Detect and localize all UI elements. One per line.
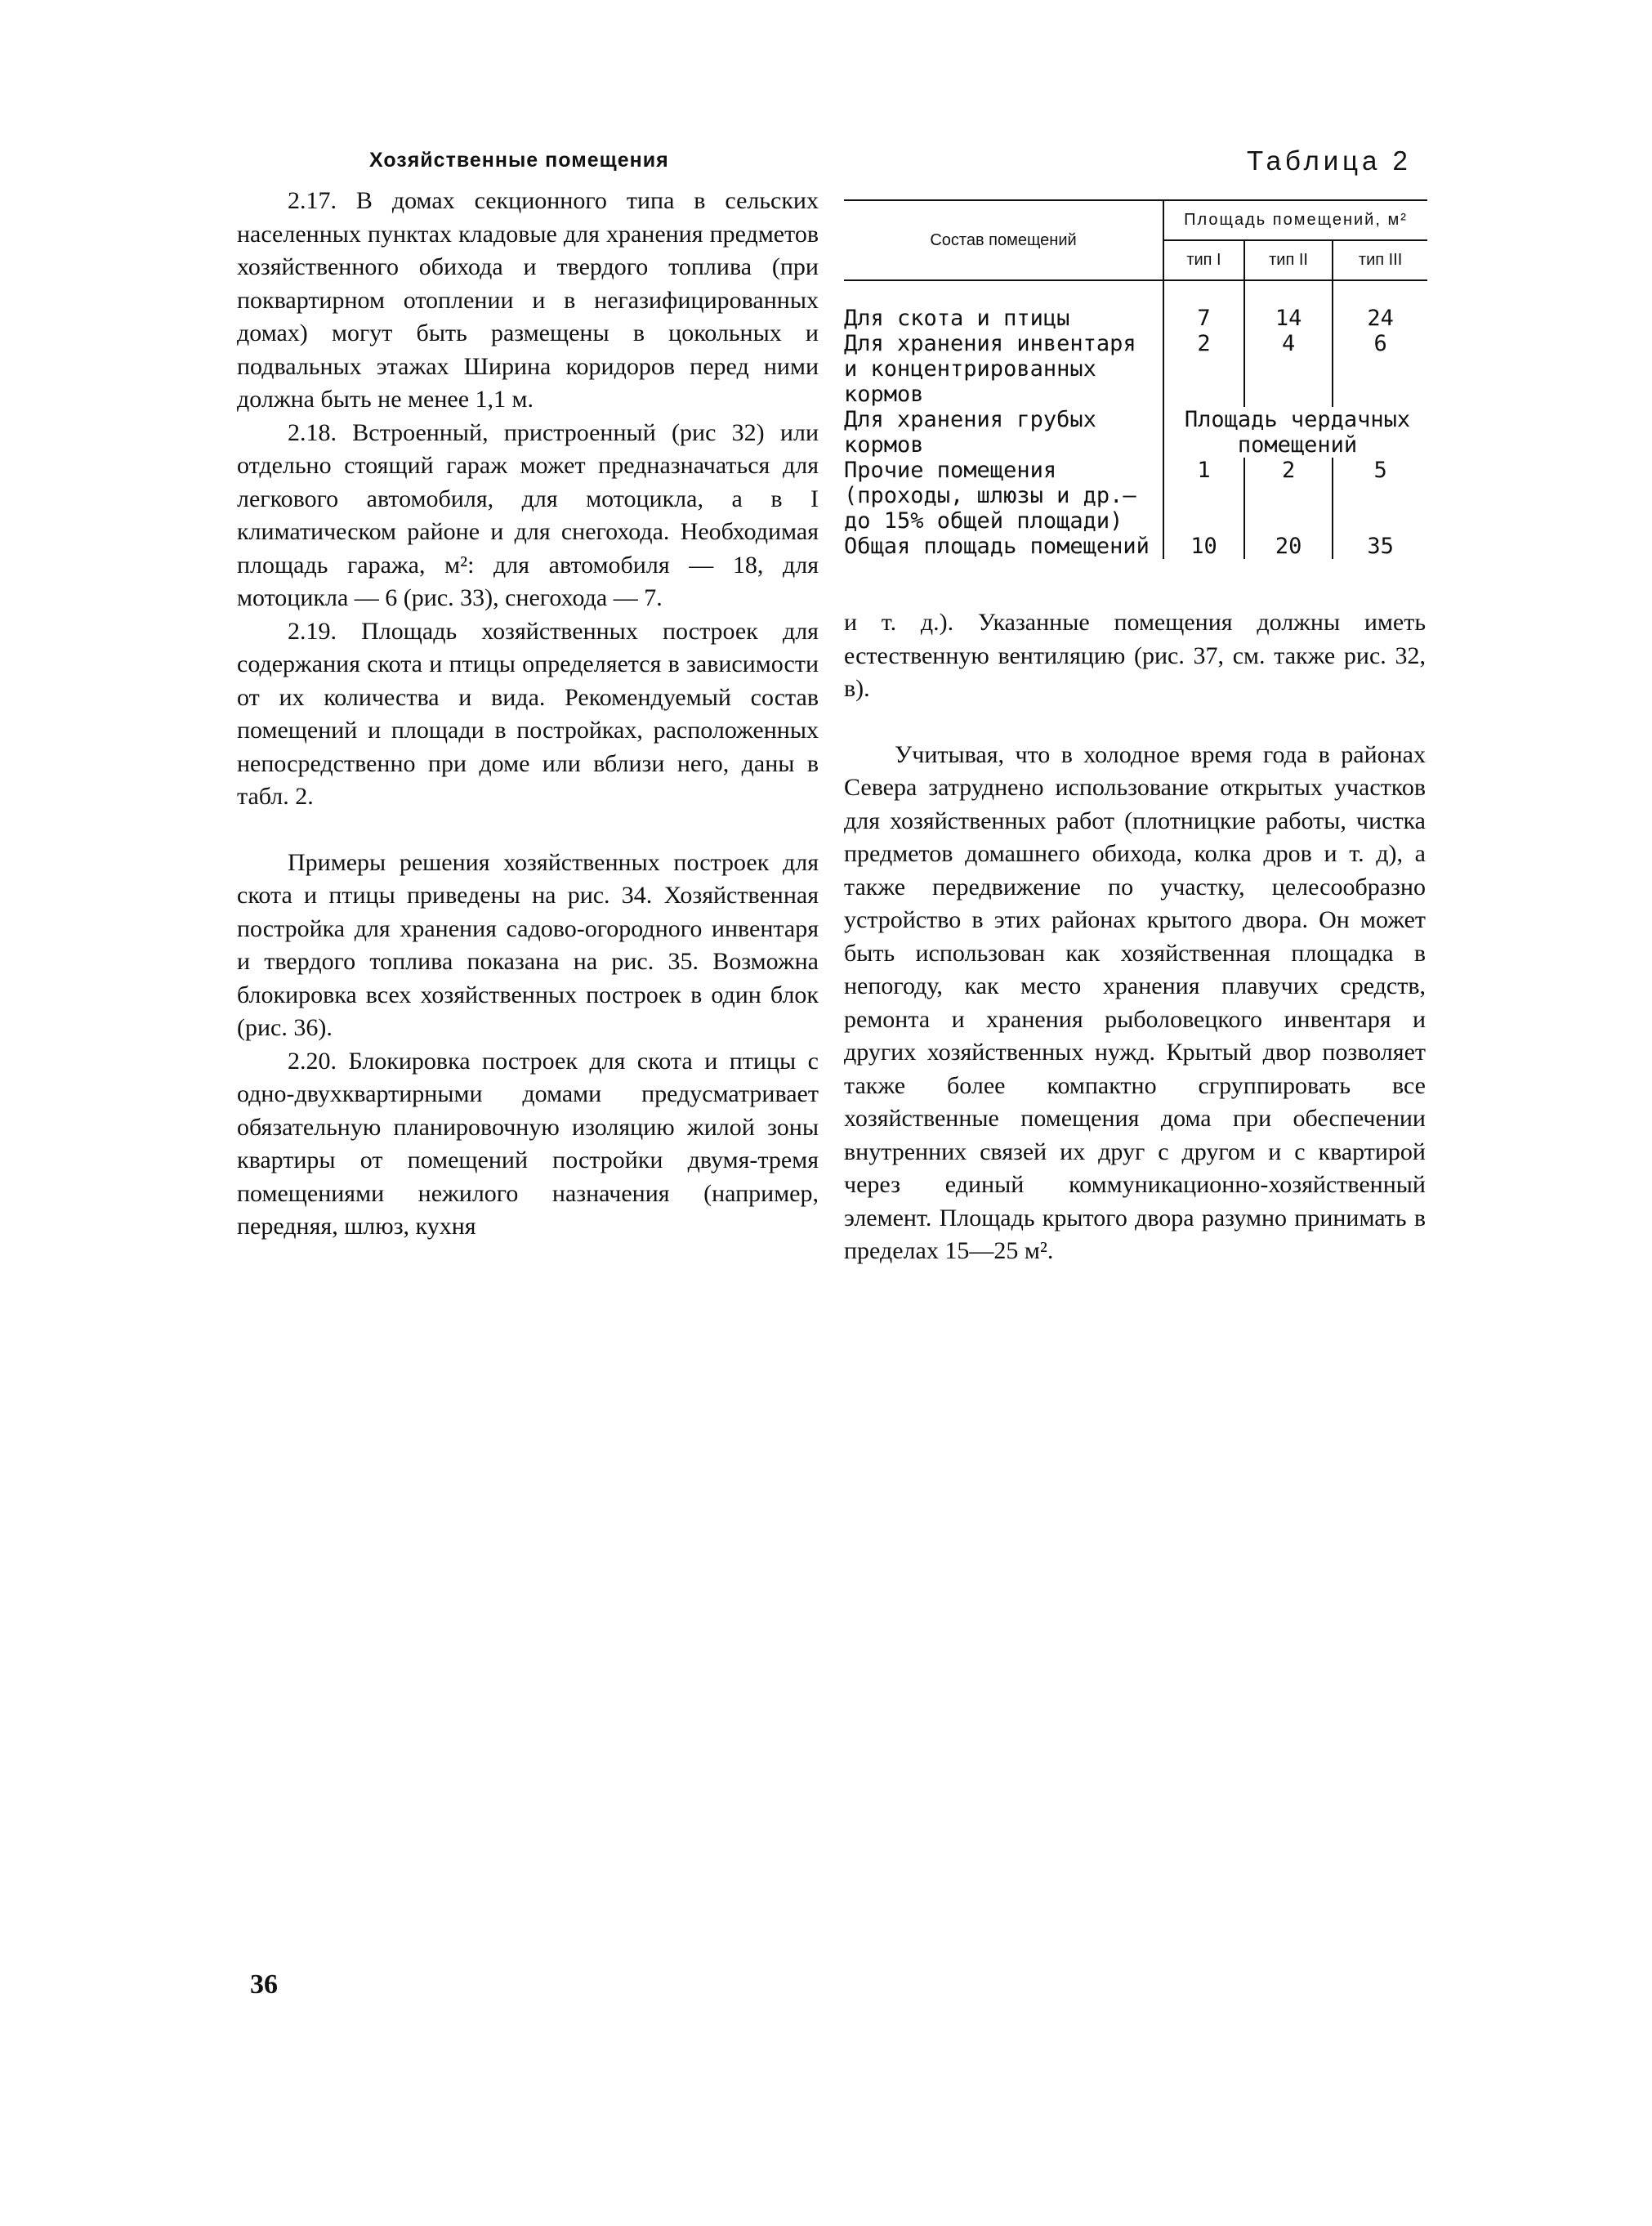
table-row	[844, 534, 1427, 559]
cell-span-attic: Площадь чердачных помещений	[1184, 407, 1411, 458]
header-type-2: тип II	[1244, 240, 1333, 280]
paragraph-covered-yard: Учитывая, что в холодное время года в районах Севера затруднено использование открытых участков для хозяйственных работ (плотницкие работы, чистка предметов домашнего обихода, колка дров и т. д), а также передвижение по участку, целесообразно устройство в этих районах крытого двора. Он может быть использован как хозяйственная площадка в непогоду, как место хранения плавучих средств, ремонта и хранения рыболовецкого инвентаря и других хозяйственных нужд. Крытый двор позволяет также более компактно сгруппировать все хозяйственные помещения дома при обеспечении внутренних связей их друг с другом и с квартирой через единый коммуникационно-хозяйственный элемент. Площадь крытого двора разумно принимать в пределах 15—25 м².	[844, 740, 1426, 1264]
paragraph-2-18: 2.18. Встроенный, пристроенный (рис 32) или отдельно стоящий гараж может предназначаться для легкового автомобиля, для мотоцикла, а в I климатическом районе и для снегохода. Необходимая площадь гаража, м²: для автомобиля — 18, для мотоцикла — 6 (рис. 33), снегохода — 7.	[237, 418, 819, 611]
right-column	[844, 606, 1426, 1268]
table-row	[844, 280, 1427, 331]
table-header-row	[844, 200, 1427, 240]
paragraph-continuation: и т. д.). Указанные помещения должны иметь естественную вентиляцию (рис. 37, см. также рис. 32, в).	[844, 609, 1426, 702]
cell-type-3: 6	[1373, 331, 1387, 356]
left-column	[237, 185, 819, 1244]
table-row	[844, 331, 1427, 407]
cell-type-3: 5	[1373, 458, 1387, 483]
cell-type-2: 14	[1244, 280, 1333, 331]
cell-type-2: 2	[1244, 458, 1333, 534]
header-type-3: тип III	[1333, 240, 1427, 280]
paragraph-2-17: 2.17. В домах секционного типа в сельских населенных пунктах кладовые для хранения предметов хозяйственного обихода и твердого топлива (при поквартирном отоплении и в негазифицированных домах) могут быть размещены в цокольных и подвальных этажах Ширина коридоров перед ними должна быть не менее 1,1 м.	[237, 187, 819, 413]
section-heading: Хозяйственные помещения	[369, 149, 669, 172]
paragraph-examples: Примеры решения хозяйственных построек для скота и птицы приведены на рис. 34. Хозяйственная постройка для хранения садово-огородного инвентаря и твердого топлива показана на рис. 35. Возможна блокировка всех хозяйственных построек в один блок (рис. 36).	[237, 848, 819, 1041]
cell-type-1: 1	[1163, 458, 1244, 534]
row-name: Для хранения грубых кормов	[844, 407, 1163, 458]
rooms-area-table	[844, 199, 1427, 559]
row-name: Прочие помещения (проходы, шлюзы и др.— до 15% общей площади)	[844, 458, 1163, 534]
row-name: Для скота и птицы	[844, 280, 1163, 331]
cell-type-2: 4	[1244, 331, 1333, 407]
table-row	[844, 458, 1427, 534]
header-composition: Состав помещений	[844, 200, 1163, 280]
header-area: Площадь помещений, м²	[1163, 200, 1427, 240]
cell-type-2: 20	[1244, 534, 1333, 559]
table-caption: Таблица 2	[1247, 145, 1412, 176]
table-row	[844, 407, 1427, 458]
header-type-1: тип I	[1163, 240, 1244, 280]
paragraph-2-19: 2.19. Площадь хозяйственных построек для содержания скота и птицы определяется в зависимости от их количества и вида. Рекомендуемый состав помещений и площади в постройках, расположенных непосредственно при доме или вблизи него, даны в табл. 2.	[237, 617, 819, 810]
row-name: Общая площадь помещений	[844, 534, 1163, 559]
cell-type-3: 35	[1367, 534, 1394, 559]
cell-type-1: 7	[1163, 280, 1244, 331]
cell-type-3: 24	[1367, 306, 1394, 331]
paragraph-2-20: 2.20. Блокировка построек для скота и птицы с одно-двухквартирными домами предусматривает обязательную планировочную изоляцию жилой зоны квартиры от помещений постройки двумя-тремя помещениями нежилого назначения (например, передняя, шлюз, кухня	[237, 1047, 819, 1240]
cell-type-1: 10	[1163, 534, 1244, 559]
cell-type-1: 2	[1163, 331, 1244, 407]
page-number: 36	[250, 1969, 278, 2000]
row-name: Для хранения инвентаря и концентрированных кормов	[844, 331, 1163, 407]
